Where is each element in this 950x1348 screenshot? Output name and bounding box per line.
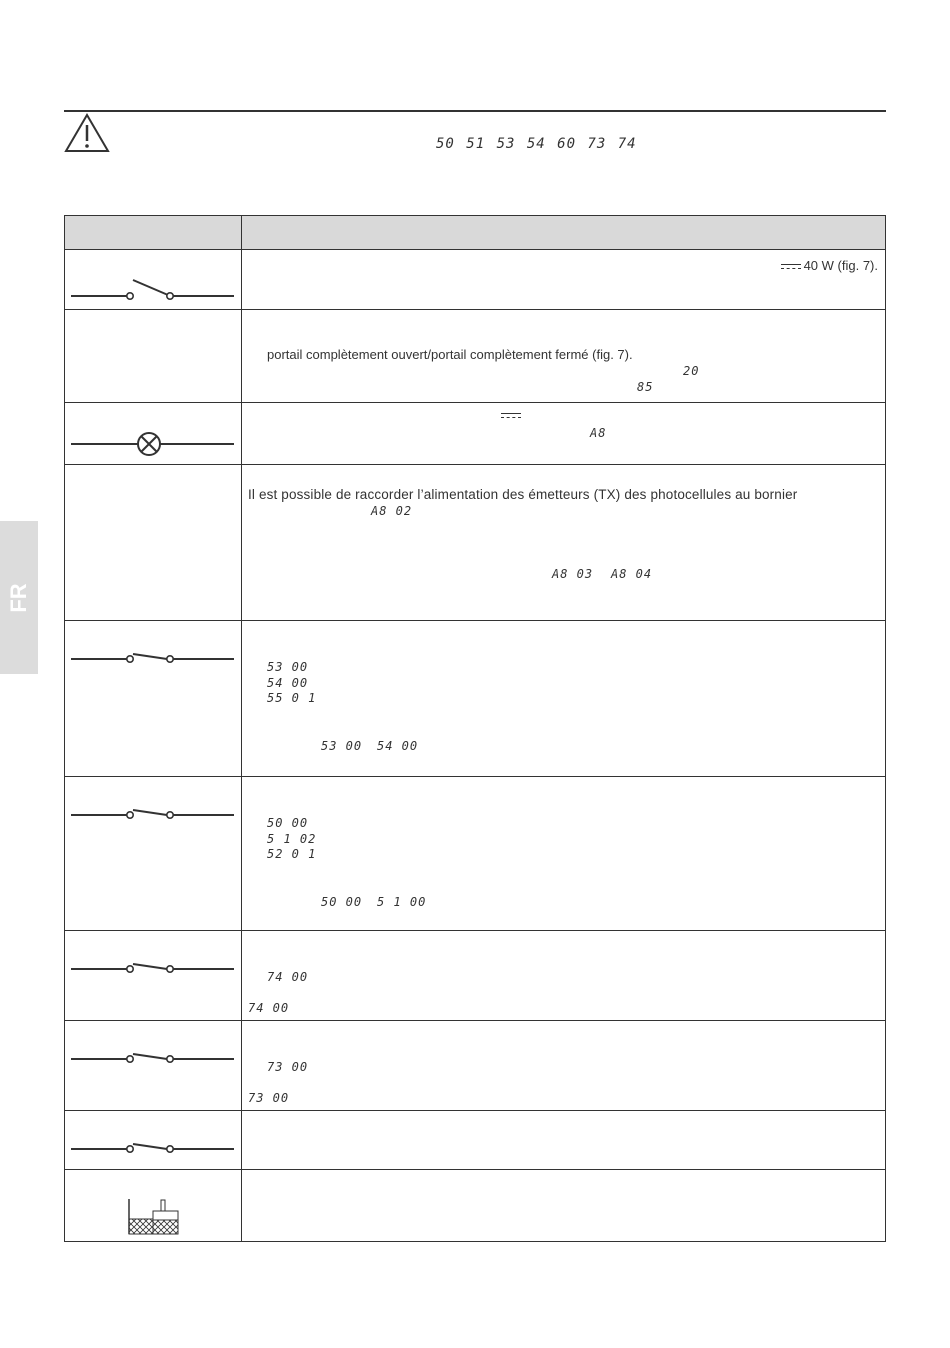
description-text: portail complètement ouvert/portail complètement fermé (fig. 7). (267, 347, 633, 362)
description-cell (242, 250, 886, 310)
symbol-cell (65, 250, 242, 310)
param-value: A8 04 (611, 567, 653, 581)
table-row (65, 403, 886, 465)
param-value: 53 00 (321, 739, 363, 753)
param-value: 52 0 1 (267, 847, 317, 861)
description-cell (242, 931, 886, 1021)
description-cell (242, 621, 886, 777)
table-row (65, 250, 886, 310)
description-cell (242, 310, 886, 403)
ground-terminal-icon (65, 1170, 241, 1241)
symbol-cell (65, 1111, 242, 1170)
table-row (65, 1021, 886, 1111)
description-cell (242, 1111, 886, 1170)
param-value: 50 00 (267, 816, 309, 830)
symbol-cell (65, 777, 242, 931)
param-value: A8 (590, 426, 607, 440)
switch-open-icon (65, 250, 241, 309)
language-tab (0, 521, 38, 674)
table-row (65, 1111, 886, 1170)
description-cell (242, 1170, 886, 1242)
switch-closed-icon (65, 1111, 241, 1169)
terminal-table (64, 215, 886, 1242)
param-value: 54 00 (377, 739, 419, 753)
symbol-cell (65, 1021, 242, 1111)
description-cell (242, 777, 886, 931)
parameter-codes: 50 51 53 54 60 73 74 (436, 136, 637, 152)
table-row (65, 310, 886, 403)
param-value: 20 (683, 364, 700, 378)
dc-symbol-icon (781, 264, 801, 269)
symbol-cell (65, 465, 242, 621)
description-text: Il est possible de raccorder l’alimentation des émetteurs (TX) des photocellules au bornier (248, 487, 798, 502)
header-col-description (242, 216, 886, 250)
param-value: 73 00 (267, 1060, 309, 1074)
symbol-cell (65, 1170, 242, 1242)
description-cell (242, 465, 886, 621)
param-value: 74 00 (248, 1001, 290, 1015)
param-value: A8 02 (371, 504, 413, 518)
language-tab-label: FR (6, 582, 31, 613)
switch-closed-icon (65, 931, 241, 991)
switch-closed-icon (65, 777, 241, 837)
param-value: 73 00 (248, 1091, 290, 1105)
table-row (65, 621, 886, 777)
param-value: A8 03 (552, 567, 594, 581)
param-value: 85 (637, 380, 654, 394)
switch-closed-icon (65, 621, 241, 681)
power-rating: 40 W (fig. 7). (781, 259, 878, 273)
symbol-cell (65, 310, 242, 403)
symbol-cell (65, 931, 242, 1021)
table-row (65, 465, 886, 621)
table-header (65, 216, 886, 250)
symbol-cell (65, 403, 242, 465)
table-row (65, 1170, 886, 1242)
dc-symbol-icon (501, 413, 521, 418)
param-value: 53 00 (267, 660, 309, 674)
top-rule (64, 110, 886, 112)
param-value: 74 00 (267, 970, 309, 984)
description-cell (242, 1021, 886, 1111)
lamp-icon (65, 403, 241, 464)
param-value: 50 00 (321, 895, 363, 909)
param-value: 5 1 00 (377, 895, 427, 909)
table-row (65, 777, 886, 931)
description-cell (242, 403, 886, 465)
param-value: 5 1 02 (267, 832, 317, 846)
symbol-cell (65, 621, 242, 777)
table-row (65, 931, 886, 1021)
param-value: 55 0 1 (267, 691, 317, 705)
param-value: 54 00 (267, 676, 309, 690)
warning-triangle-icon (64, 112, 110, 154)
header-col-terminal (65, 216, 242, 250)
switch-closed-icon (65, 1021, 241, 1081)
